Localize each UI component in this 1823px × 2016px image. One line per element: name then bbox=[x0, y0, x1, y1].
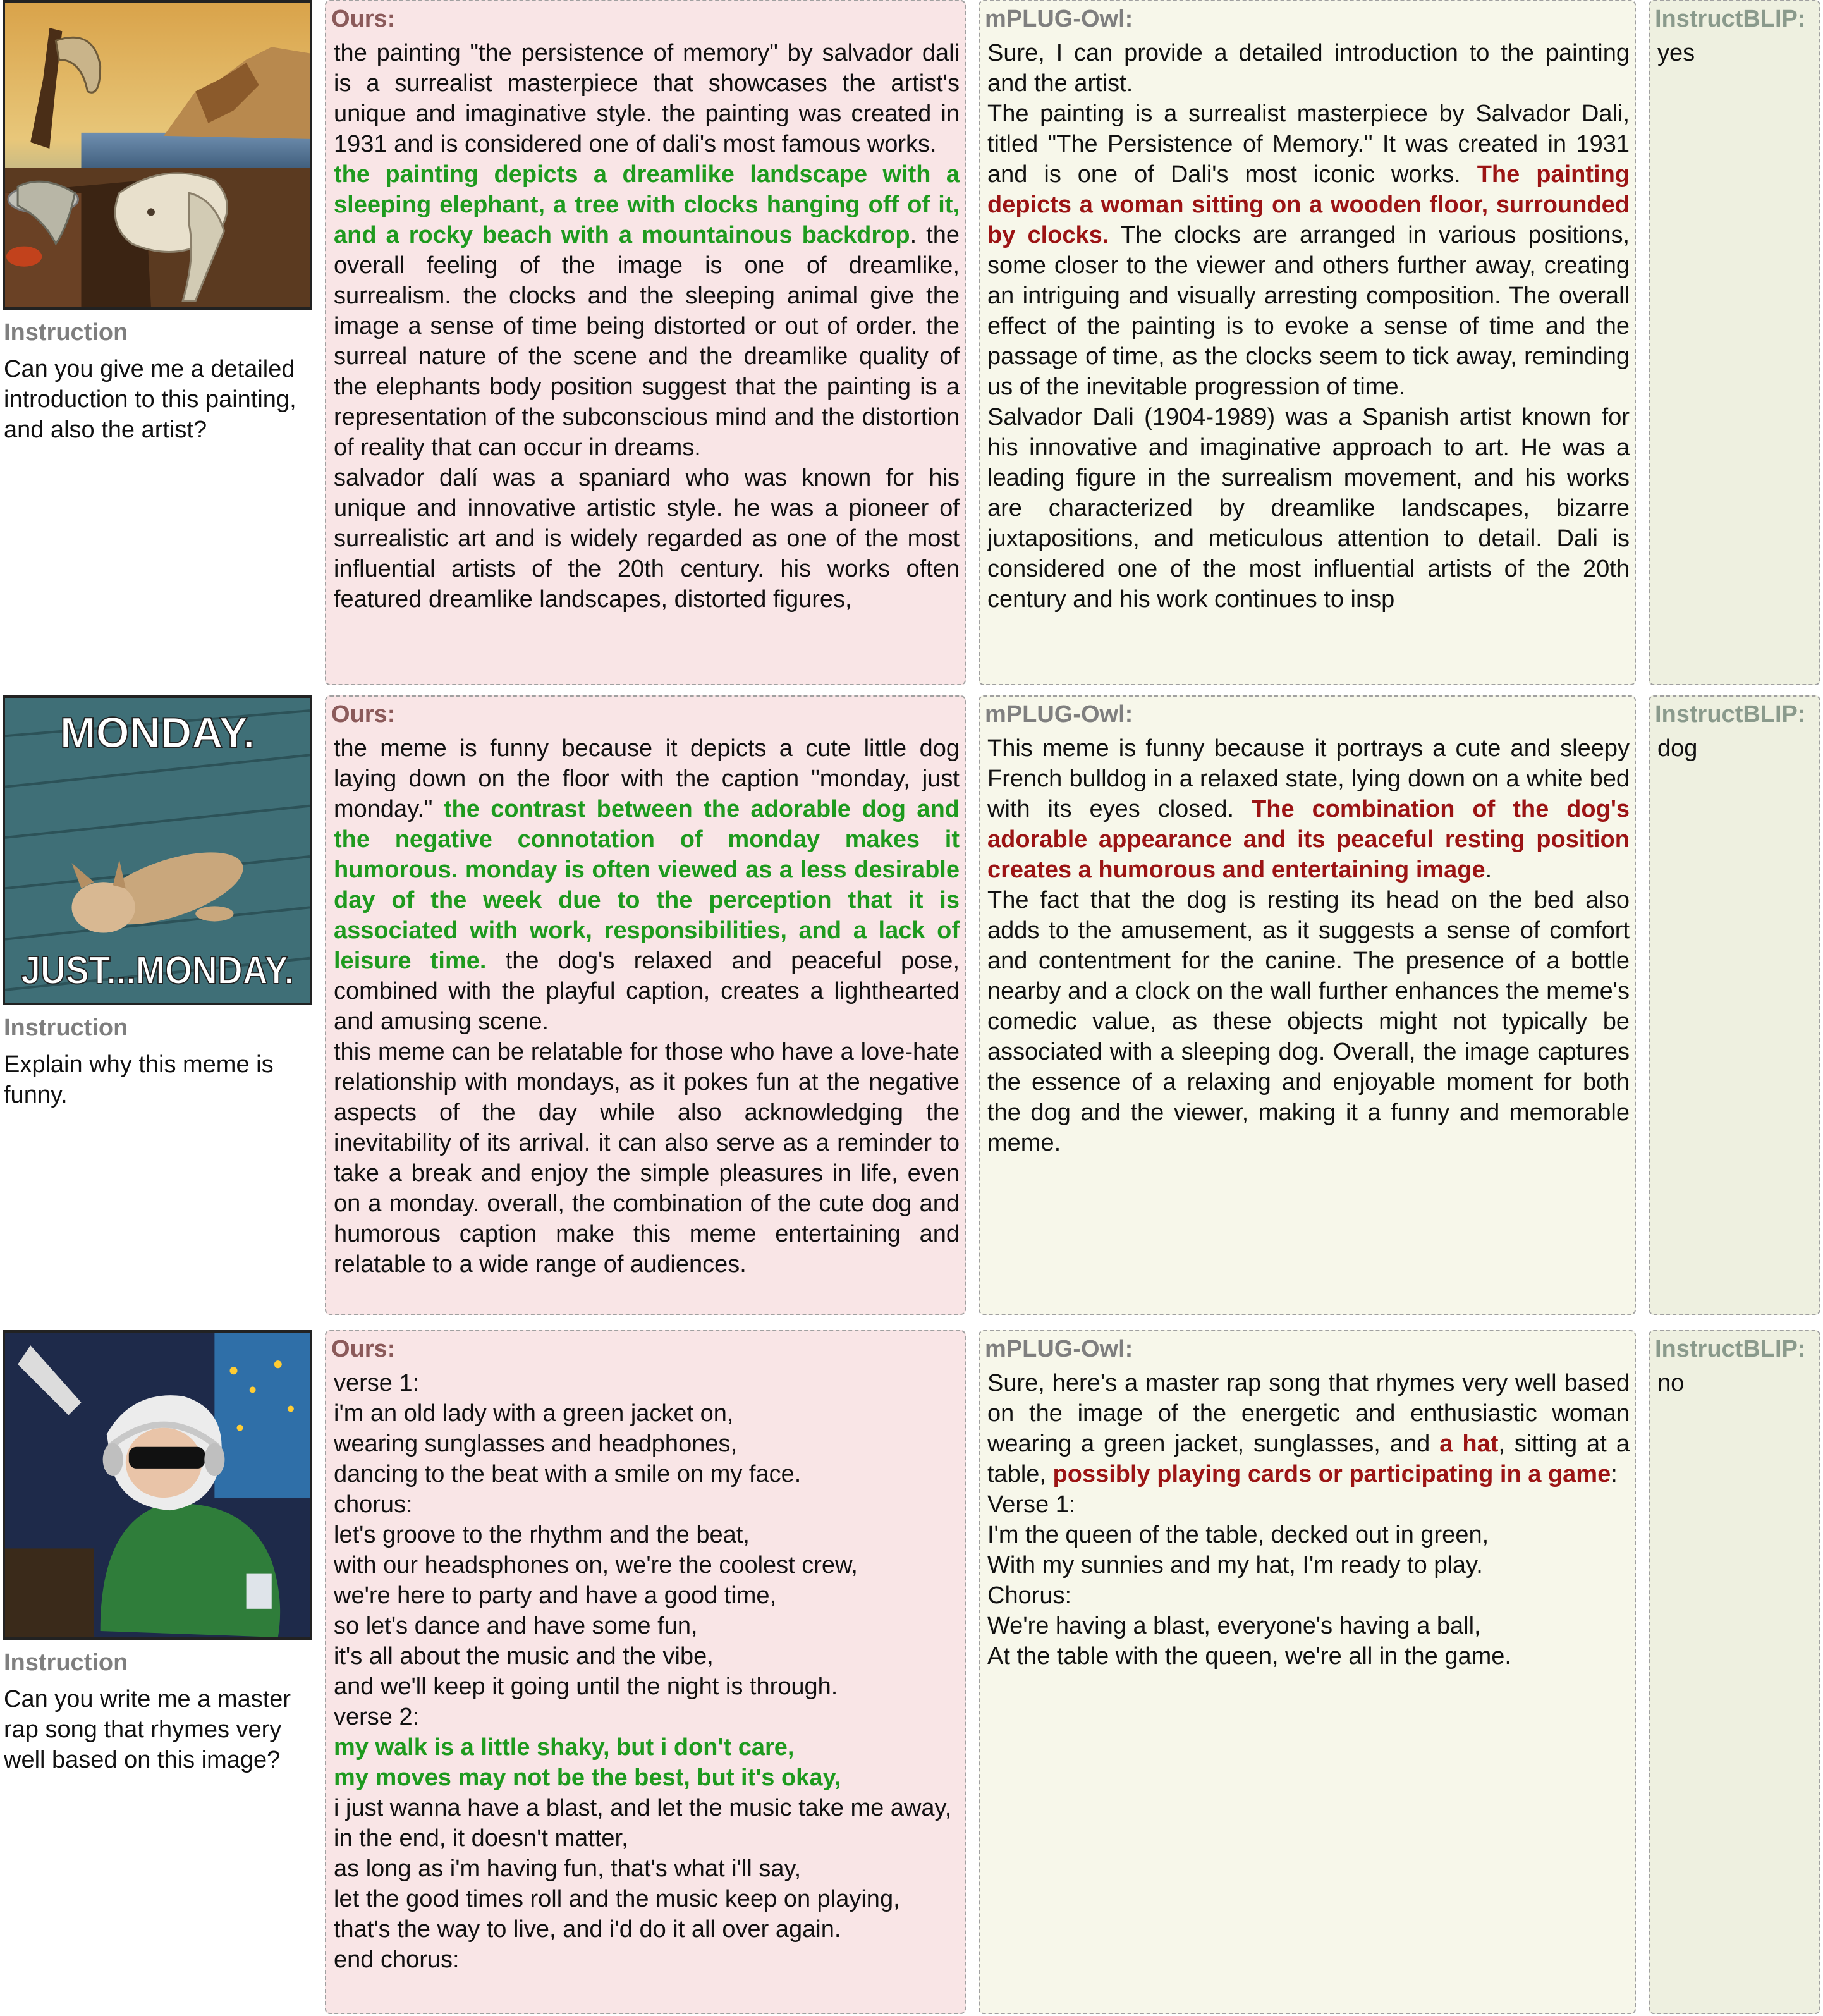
ours-label: Ours: bbox=[331, 1336, 396, 1362]
instructblip-response-box bbox=[1649, 0, 1820, 685]
ours-label: Ours: bbox=[331, 701, 396, 728]
song-line: We're having a blast, everyone's having a ball, bbox=[987, 1613, 1481, 1639]
song-line: At the table with the queen, we're all in the game. bbox=[987, 1643, 1511, 1670]
response-lead: The painting is a surrealist masterpiece by Salvador Dali, titled "The Persistence of Memory." It was created in 1931 and is one of Dali's most iconic works. bbox=[987, 101, 1630, 188]
song-line: as long as i'm having fun, that's what i'll say, bbox=[334, 1855, 802, 1882]
instruction-text: Can you give me a detailed introduction to this painting, and also the artist? bbox=[4, 356, 296, 443]
song-line: Chorus: bbox=[987, 1582, 1072, 1609]
song-line: and we'll keep it going until the night is through. bbox=[334, 1673, 838, 1700]
response-paragraph bbox=[334, 733, 960, 1037]
song-line: verse 2: bbox=[334, 1704, 420, 1730]
mplug-owl-label: mPLUG-Owl: bbox=[985, 1336, 1133, 1362]
mplug-owl-response-text bbox=[987, 1368, 1630, 1671]
mplug-owl-response-text bbox=[987, 733, 1630, 1158]
response-continuation: , sitting at a table, bbox=[987, 1431, 1630, 1488]
song-line: i just wanna have a blast, and let the music take me away, bbox=[334, 1795, 952, 1821]
song-line: dancing to the beat with a smile on my face. bbox=[334, 1461, 802, 1488]
song-line: we're here to party and have a good time, bbox=[334, 1582, 777, 1609]
response-paragraph: salvador dalí was a spaniard who was known for his unique and innovative artistic style. he was a pioneer of surrealistic art and is widely regarded as one of the most influential artists of the 20th century. his works often featured dreamlike landscapes, distorted figures, bbox=[334, 465, 960, 613]
response-paragraph bbox=[987, 99, 1630, 402]
response-punctuation: . bbox=[1485, 857, 1492, 883]
instruction-label: Instruction bbox=[4, 1649, 128, 1676]
song-line: With my sunnies and my hat, I'm ready to play. bbox=[987, 1552, 1483, 1579]
response-paragraph: The fact that the dog is resting its head on the bed also adds to the amusement, as it suggests a sense of comfort and contentment for the canine. The presence of a bottle nearby and a clock on the wall further enhances the meme's comedic value, as these objects might not typically be associated with a sleeping dog. Overall, the image captures the essence of a relaxing and enjoyable moment for both the dog and the viewer, making it a funny and memorable meme. bbox=[987, 887, 1630, 1156]
instructblip-label: InstructBLIP: bbox=[1655, 6, 1806, 32]
correct-highlight: the painting depicts a dreamlike landscape with a sleeping elephant, a tree with clocks hanging off of it, and a rocky beach with a mountainous backdrop bbox=[334, 161, 960, 248]
response-continuation: . the overall feeling of the image is one of dreamlike, surrealism. the clocks and the sleeping animal give the image a sense of time being distorted or out of order. the surreal nature of the scene and the dreamlike quality of the elephants body position suggest that the painting is a representation of the subconscious mind and the distortion of reality that can occur in dreams. bbox=[334, 222, 960, 461]
response-paragraph bbox=[334, 159, 960, 463]
instructblip-label: InstructBLIP: bbox=[1655, 1336, 1806, 1362]
ours-response-text bbox=[334, 1368, 960, 1975]
response-paragraph: Salvador Dali (1904-1989) was a Spanish artist known for his innovative and imaginative approach to art. He was a leading figure in the surrealism movement, and his works are characterized by dreamlike landscapes, bizarre juxtapositions, and meticulous attention to detail. Dali is considered one of the most influential artists of the 20th century and his work continues to insp bbox=[987, 404, 1630, 613]
instructblip-response-box bbox=[1649, 695, 1820, 1315]
correct-highlight: the contrast between the adorable dog and the negative connotation of monday makes it humorous. monday is often viewed as a less desirable day of the week due to the perception that it is associated with work, responsibilities, and a lack of leisure time. bbox=[334, 796, 960, 974]
mplug-owl-label: mPLUG-Owl: bbox=[985, 6, 1133, 32]
dj-image bbox=[3, 1330, 312, 1640]
instructblip-response-text: no bbox=[1657, 1370, 1685, 1396]
song-line: end chorus: bbox=[334, 1946, 460, 1973]
meme-image bbox=[3, 695, 312, 1005]
ours-response-text bbox=[334, 733, 960, 1280]
response-lead: Sure, here's a master rap song that rhymes very well based on the image of the energetic and enthusiastic woman wearing a green jacket, sunglasses, and bbox=[987, 1370, 1630, 1457]
song-line: in the end, it doesn't matter, bbox=[334, 1825, 628, 1852]
song-line: Verse 1: bbox=[987, 1491, 1076, 1518]
response-paragraph bbox=[987, 733, 1630, 885]
song-line: let the good times roll and the music keep on playing, bbox=[334, 1886, 900, 1912]
song-line: I'm the queen of the table, decked out in green, bbox=[987, 1522, 1489, 1548]
meme-top-caption: MONDAY. bbox=[59, 709, 255, 757]
painting-image bbox=[3, 0, 312, 310]
response-lead: This meme is funny because it portrays a cute and sleepy French bulldog in a relaxed state, lying down on a white bed with its eyes closed. bbox=[987, 735, 1630, 822]
response-lead: the meme is funny because it depicts a cute little dog laying down on the floor with the caption "monday, just monday." bbox=[334, 735, 960, 822]
hallucination-highlight: The painting depicts a woman sitting on a wooden floor, surrounded by clocks. bbox=[987, 161, 1630, 248]
response-paragraph bbox=[987, 1368, 1630, 1489]
song-line: i'm an old lady with a green jacket on, bbox=[334, 1400, 734, 1427]
hallucination-highlight: possibly playing cards or participating in a game bbox=[1052, 1461, 1611, 1488]
response-paragraph: the painting "the persistence of memory" by salvador dali is a surrealist masterpiece that showcases the artist's unique and imaginative style. the painting was created in 1931 and is considered one of dali's most famous works. bbox=[334, 40, 960, 157]
instructblip-response-box bbox=[1649, 1330, 1820, 2014]
instructblip-response-text: yes bbox=[1657, 40, 1695, 66]
song-line: chorus: bbox=[334, 1491, 413, 1518]
response-paragraph: Sure, I can provide a detailed introduction to the painting and the artist. bbox=[987, 40, 1630, 97]
mplug-owl-response-box bbox=[979, 695, 1636, 1315]
ours-response-box bbox=[325, 0, 966, 685]
ours-response-box bbox=[325, 1330, 966, 2014]
ours-response-box bbox=[325, 695, 966, 1315]
response-paragraph: this meme can be relatable for those who have a love-hate relationship with mondays, as it pokes fun at the negative aspects of the day while also acknowledging the inevitability of its arrival. it can also serve as a reminder to take a break and enjoy the simple pleasures in life, even on a monday. overall, the combination of the cute dog and humorous caption make this meme entertaining and relatable to a wide range of audiences. bbox=[334, 1039, 960, 1278]
song-line: wearing sunglasses and headphones, bbox=[334, 1431, 738, 1457]
hallucination-highlight: a hat bbox=[1439, 1431, 1499, 1457]
mplug-owl-response-text bbox=[987, 38, 1630, 614]
hallucination-highlight: The combination of the dog's adorable appearance and its peaceful resting position creates a humorous and entertaining image bbox=[987, 796, 1630, 883]
instruction-text: Can you write me a master rap song that rhymes very well based on this image? bbox=[4, 1686, 291, 1773]
song-line: it's all about the music and the vibe, bbox=[334, 1643, 714, 1670]
correct-highlight: my moves may not be the best, but it's okay, bbox=[334, 1764, 841, 1791]
meme-bottom-caption: JUST...MONDAY. bbox=[21, 948, 294, 993]
instruction-label: Instruction bbox=[4, 1015, 128, 1041]
mplug-owl-response-box bbox=[979, 1330, 1636, 2014]
mplug-owl-response-box bbox=[979, 0, 1636, 685]
song-line: verse 1: bbox=[334, 1370, 420, 1396]
instruction-text: Explain why this meme is funny. bbox=[4, 1051, 274, 1108]
response-continuation: the dog's relaxed and peaceful pose, combined with the playful caption, creates a lighthearted and amusing scene. bbox=[334, 948, 960, 1035]
correct-highlight: my walk is a little shaky, but i don't care, bbox=[334, 1734, 795, 1761]
song-line: with our headsphones on, we're the coolest crew, bbox=[334, 1552, 858, 1579]
mplug-owl-label: mPLUG-Owl: bbox=[985, 701, 1133, 728]
instructblip-label: InstructBLIP: bbox=[1655, 701, 1806, 728]
response-continuation: The clocks are arranged in various positions, some closer to the viewer and others further away, creating an intriguing and visually arresting composition. The overall effect of the painting is to evoke a sense of time and the passage of time, as the clocks seem to tick away, reminding us of the inevitable progression of time. bbox=[987, 222, 1630, 400]
instructblip-response-text: dog bbox=[1657, 735, 1698, 762]
song-line: so let's dance and have some fun, bbox=[334, 1613, 698, 1639]
song-line: let's groove to the rhythm and the beat, bbox=[334, 1522, 750, 1548]
ours-response-text bbox=[334, 38, 960, 614]
response-punctuation: : bbox=[1611, 1461, 1618, 1488]
song-line: that's the way to live, and i'd do it all over again. bbox=[334, 1916, 841, 1943]
instruction-label: Instruction bbox=[4, 319, 128, 346]
ours-label: Ours: bbox=[331, 6, 396, 32]
